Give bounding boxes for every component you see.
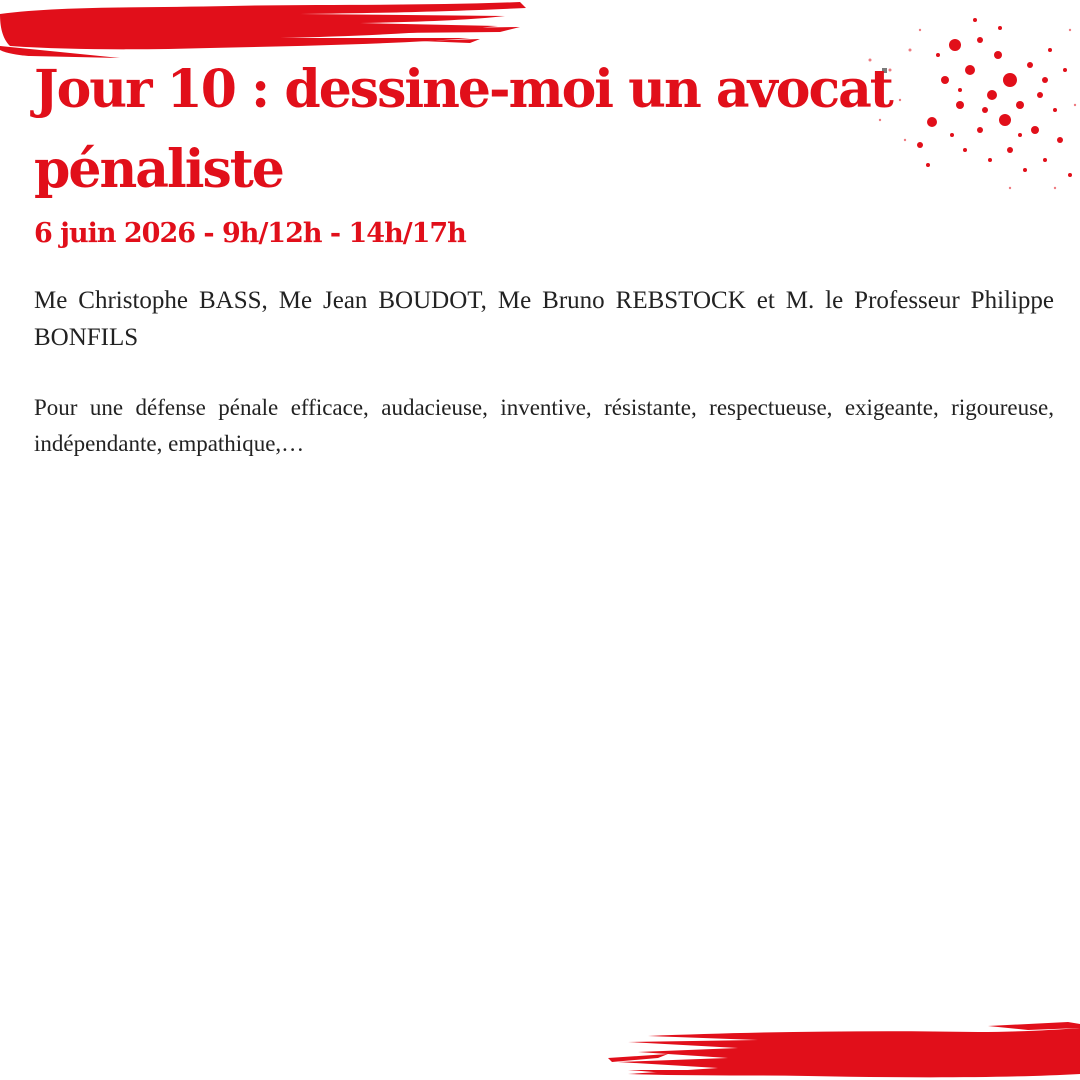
event-card: [34, 50, 1054, 462]
event-description: Pour une défense pénale efficace, audacieuse, inventive, résistante, respectueuse, exigeante, rigoureuse, indépendante, empathique,…: [34, 395, 1054, 456]
event-date: 6 juin 2026 - 9h/12h - 14h/17h: [34, 218, 466, 249]
event-title: Jour 10 : dessine-moi un avocat pénaliste: [34, 59, 892, 200]
event-speakers: Me Christophe BASS, Me Jean BOUDOT, Me Bruno REBSTOCK et M. le Professeur Philippe BONFILS: [34, 287, 1054, 351]
bottom-brush-stroke: [608, 1018, 1080, 1080]
